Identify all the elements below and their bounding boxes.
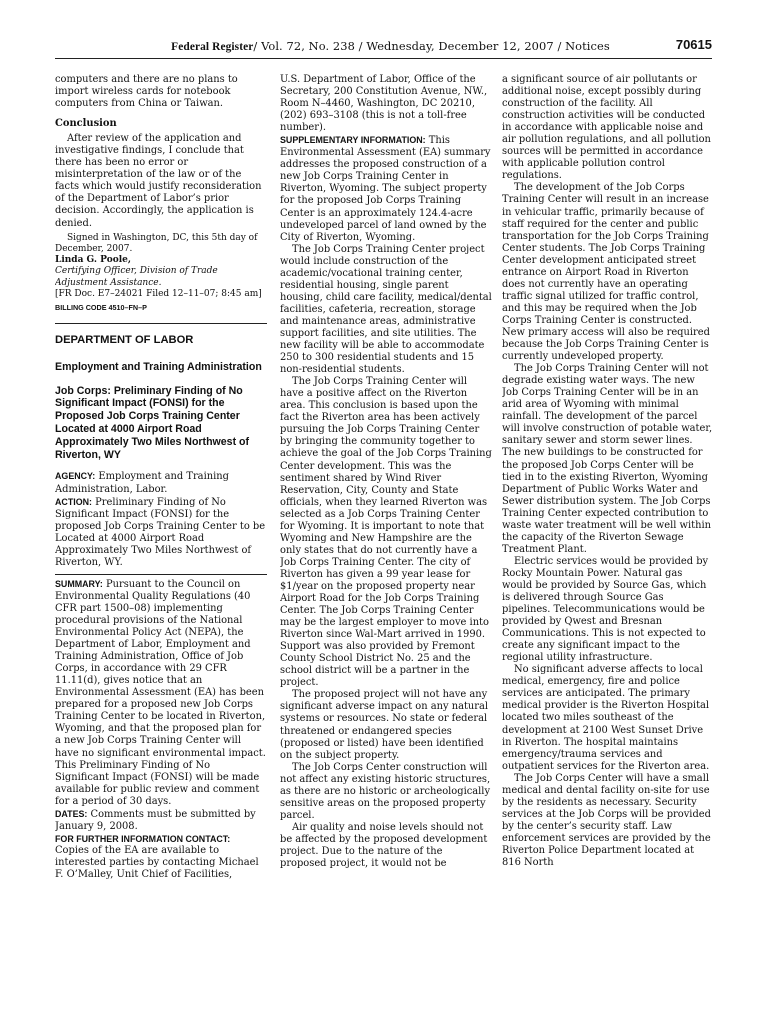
action-label: ACTION: (55, 496, 92, 507)
section-divider (55, 574, 267, 575)
paragraph: The Job Corps Training Center project would include construction of the academic/vocational training center, residential housing, single parent housing, child care facility, medical/dental facilities, cafeteria, recreation, storage and maintenance areas, administrative support facilities, and site utilities. The new facility will be able to accommodate 250 to 300 residential students and 15 non-residential students. (280, 243, 492, 376)
agency-heading: DEPARTMENT OF LABOR (55, 334, 194, 347)
sub-agency-heading: Employment and Training Administration (55, 360, 262, 373)
paragraph: After review of the application and investigative findings, I conclude that there has been no error or misinterpretation of the law or of the facts which would justify reconsideration of the Department of Labor’s prior decision. Accordingly, the application is denied. (55, 133, 262, 229)
publication-title: Federal Register (171, 41, 254, 53)
summary-field (55, 578, 267, 808)
paragraph: U.S. Department of Labor, Office of the Secretary, 200 Constitution Avenue, NW., Room N–4460, Washington, DC 20210, (202) 693–3108 (this is not a toll-free number). (280, 74, 488, 134)
action-value: Preliminary Finding of No Significant Impact (FONSI) for the proposed Job Corps Training Center to be Located at 4000 Airport Road Approximately Two Miles Northwest of Riverton, WY. (55, 496, 266, 568)
signer-name: Linda G. Poole, (55, 255, 131, 266)
paragraph: The Job Corps Center will have a small medical and dental facility on-site for use by the residents as necessary. Security services at the Job Corps will be provided by the center’s security staff. Law enforcement services are provided by the Riverton Police Department located at 816 North (502, 772, 711, 869)
page-number: 70615 (675, 37, 712, 52)
paragraph: No significant adverse affects to local medical, emergency, fire and police services are anticipated. The primary medical provider is the Riverton Hospital located two miles southeast of the development at 2100 West Sunset Drive in Riverton. The hospital maintains emergency/trauma services and outpatient services for the Riverton area. (502, 664, 710, 772)
contact-label: FOR FURTHER INFORMATION CONTACT: (55, 833, 231, 844)
document-title: Job Corps: Preliminary Finding of No Significant Impact (FONSI) for the Proposed Job Corps Training Center Located at 4000 Airport Road Approximately Two Miles Northwest of Riverton, WY (55, 384, 250, 461)
dates-field (55, 808, 267, 833)
paragraph: The proposed project will not have any significant adverse impact on any natural systems or resources. No state or federal threatened or endangered species (proposed or listed) have been identified on the subject property. (280, 689, 489, 761)
action-field (55, 496, 267, 569)
contact-value: Copies of the EA are available to interested parties by contacting Michael F. O’Malley, Unit Chief of Facilities, (55, 844, 259, 880)
dates-value: Comments must be submitted by January 9, 2008. (55, 808, 256, 832)
agency-field (55, 470, 267, 495)
section-heading-conclusion: Conclusion (55, 118, 117, 130)
header-citation (159, 39, 622, 53)
summary-label: SUMMARY: (55, 578, 103, 589)
paragraph: computers and there are no plans to import wireless cards for notebook computers from China or Taiwan. (55, 74, 238, 110)
supplementary-value: This Environmental Assessment (EA) summary addresses the proposed construction of a new Job Corps Training Center in Riverton, Wyoming. The subject property for the proposed Job Corps Training Center is an approximately 124.4-acre undeveloped parcel of land owned by the City of Riverton, Wyoming. (280, 135, 491, 243)
paragraph: The Job Corps Training Center will not degrade existing water ways. The new Job Corps Training Center will be in an arid area of Wyoming with minimal rainfall. The development of the parcel will involve construction of potable water, sanitary sewer and storm sewer lines. The new buildings to be constructed for the proposed Job Corps Center will be tied in to the existing Riverton, Wyoming Department of Public Works Water and Sewer distribution system. The Job Corps Training Center expected contribution to waste water treatment will be well within the capacity of the Riverton Sewage Treatment Plant. (502, 363, 713, 555)
billing-code: BILLING CODE 4510–FN–P (55, 303, 147, 313)
running-header (55, 36, 712, 59)
column-3 (502, 74, 714, 1016)
paragraph: Air quality and noise levels should not be affected by the proposed development project. Due to the nature of the proposed project, it would not be (280, 821, 488, 870)
supplementary-field (280, 134, 492, 243)
section-divider (55, 323, 267, 324)
supplementary-label: SUPPLEMENTARY INFORMATION: (280, 135, 426, 146)
paragraph: The Job Corps Training Center will have a positive affect on the Riverton area. This conclusion is based upon the fact the Riverton area has been actively pursuing the Job Corps Training Center by bringing the community together to achieve the goal of the Job Corps Training Center development. This was the sentiment shared by Wind River Reservation, City, County and State officials, when they learned Riverton was selected as a Job Corps Training Center for Wyoming. It is important to note that Wyoming and New Hampshire are the only states that do not currently have a Job Corps Training Center. The city of Riverton has given a 99 year lease for $1/year on the proposed property near Airport Road for the Job Corps Training Center. The Job Corps Training Center may be the largest employer to move into Riverton since Wal-Mart arrived in 1990. Support was also provided by Fremont County School District No. 25 and the school district will be a partner in the project. (280, 376, 492, 689)
paragraph: Electric services would be provided by Rocky Mountain Power. Natural gas would be provided by Source Gas, which is delivered through Source Gas pipelines. Telecommunications would be provided by Qwest and Bresnan Communications. This is not expected to create any significant impact to the regional utility infrastructure. (502, 555, 709, 664)
agency-value: Employment and Training Administration, Labor. (55, 471, 229, 495)
fr-doc-line: [FR Doc. E7–24021 Filed 12–11–07; 8:45 am] (55, 289, 262, 300)
issue-info: / Vol. 72, No. 238 / Wednesday, December 12, 2007 / Notices (253, 39, 610, 53)
paragraph: a significant source of air pollutants or additional noise, except possibly during construction of the facility. All construction activities will be conducted in accordance with applicable noise and air pollution regulations, and all pollution sources will be permitted in accordance with applicable pollution control regulations. (502, 74, 711, 182)
column-1 (55, 74, 267, 1016)
column-2 (280, 74, 492, 1016)
paragraph: The development of the Job Corps Training Center will result in an increase in vehicular traffic, primarily because of staff required for the center and public transportation for the Job Corps Training Center students. The Job Corps Training Center development anticipated street entrance on Airport Road in Riverton does not currently have an operating traffic signal utilized for traffic control, and this may be required when the Job Corps Training Center is constructed. New primary access will also be required because the Job Corps Training Center is currently undeveloped property. (502, 182, 710, 363)
agency-label: AGENCY: (55, 471, 96, 482)
summary-value: Pursuant to the Council on Environmental Quality Regulations (40 CFR part 1500–08) implementing procedural provisions of the National Environmental Policy Act (NEPA), the Department of Labor, Employment and Training Administration, Office of Job Corps, in accordance with 29 CFR 11.11(d), gives notice that an Environmental Assessment (EA) has been prepared for a proposed new Job Corps Training Center to be located in Riverton, Wyoming, and that the proposed plan for a new Job Corps Training Center will have no significant environmental impact. This Preliminary Finding of No Significant Impact (FONSI) will be made available for public review and comment for a period of 30 days. (55, 578, 266, 807)
dates-label: DATES: (55, 808, 88, 819)
signed-statement: Signed in Washington, DC, this 5th day of December, 2007. (55, 232, 258, 254)
paragraph: The Job Corps Center construction will not affect any existing historic structures, as there are no historic or archeologically sensitive areas on the proposed property parcel. (280, 761, 491, 821)
signer-title: Certifying Officer, Division of Trade Adjustment Assistance. (55, 266, 218, 288)
